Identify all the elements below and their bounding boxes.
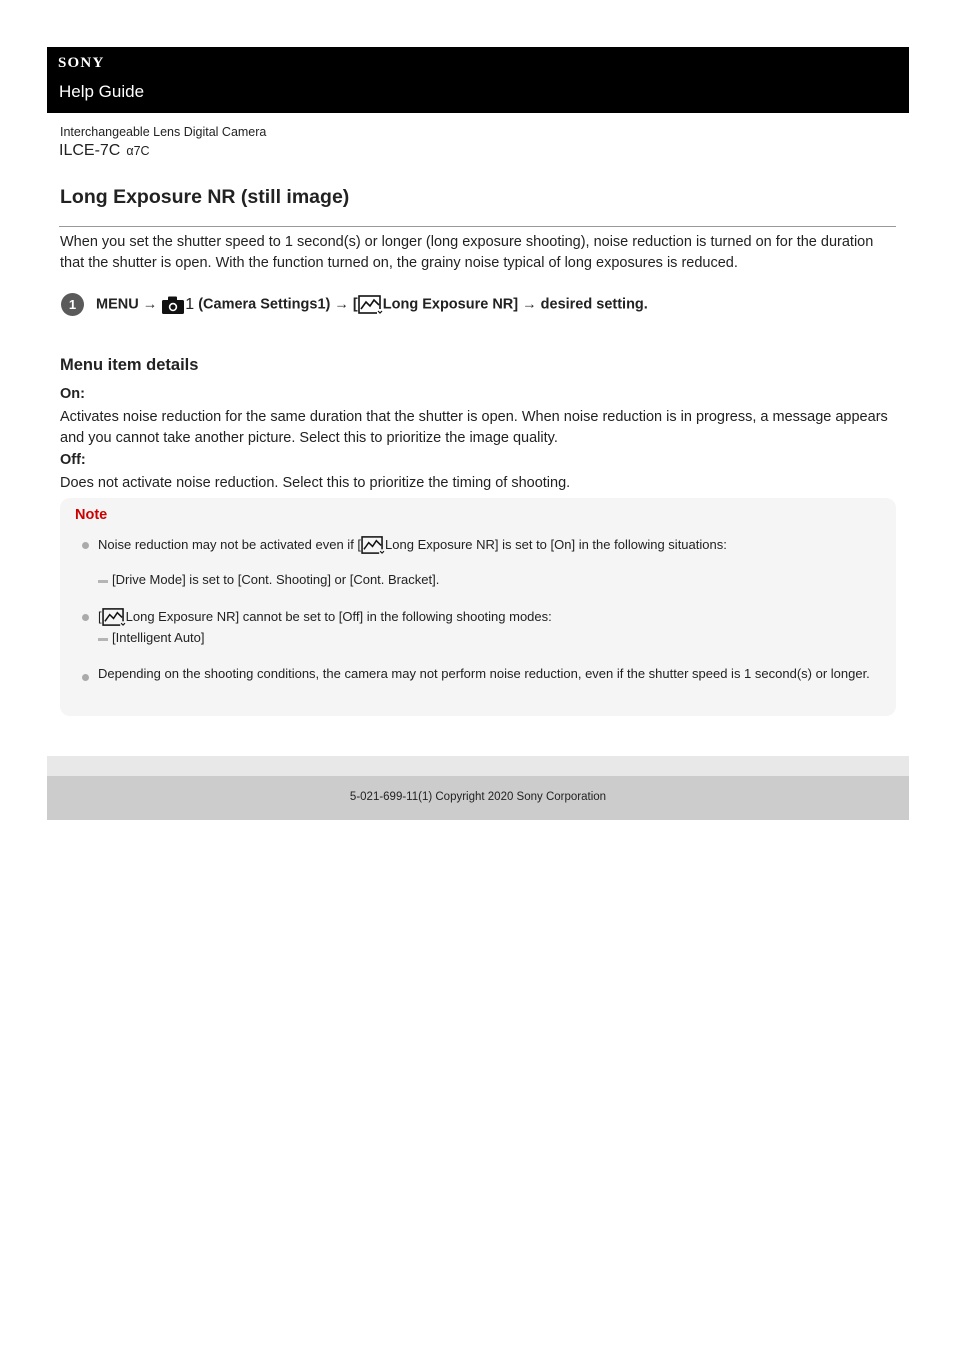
step-camera-settings-text: (Camera Settings1) → [ bbox=[198, 296, 358, 313]
bullet-icon bbox=[82, 674, 89, 681]
step-1 bbox=[60, 291, 896, 321]
page-footer bbox=[47, 776, 909, 820]
help-guide-title: Help Guide bbox=[59, 82, 145, 101]
long-exposure-nr-icon bbox=[361, 535, 385, 555]
long-exposure-nr-icon bbox=[358, 294, 383, 315]
on-description: Activates noise reduction for the same duration that the shutter is open. When noise reduction is in progress, a message appears and you cannot take another picture. Select this to prioritize the image quality. bbox=[60, 409, 888, 446]
model-alt-name: α7C bbox=[126, 144, 150, 158]
note-title: Note bbox=[75, 507, 108, 523]
bullet-icon bbox=[82, 614, 89, 621]
footer-band bbox=[47, 756, 909, 776]
model-number: ILCE-7C bbox=[59, 142, 121, 159]
sony-logo: SONY bbox=[58, 55, 105, 71]
on-label: On: bbox=[60, 386, 85, 402]
title-divider bbox=[59, 226, 896, 227]
note-item-2-suffix: Long Exposure NR] cannot be set to [Off] in the following shooting modes: bbox=[125, 609, 552, 624]
product-model bbox=[59, 142, 150, 160]
camera-icon bbox=[161, 295, 187, 315]
note-item-1-prefix: Noise reduction may not be activated even if [ bbox=[98, 537, 362, 552]
bullet-icon bbox=[82, 542, 89, 549]
page-title: Long Exposure NR (still image) bbox=[60, 186, 350, 208]
long-exposure-nr-icon bbox=[102, 607, 126, 627]
note-item-1-suffix: Long Exposure NR] is set to [On] in the following situations: bbox=[385, 537, 727, 552]
step-item-text: Long Exposure NR] → desired setting. bbox=[382, 296, 648, 313]
off-description: Does not activate noise reduction. Select this to prioritize the timing of shooting. bbox=[60, 475, 571, 491]
note-item-2-sub: [Intelligent Auto] bbox=[112, 630, 205, 645]
product-type: Interchangeable Lens Digital Camera bbox=[60, 125, 267, 139]
note-item-2 bbox=[98, 607, 878, 627]
page-header bbox=[47, 47, 909, 113]
note-item-3: Depending on the shooting conditions, the camera may not perform noise reduction, even if the shutter speed is 1 second(s) or longer. bbox=[98, 666, 870, 681]
step-number-badge: 1 bbox=[61, 293, 84, 316]
note-item-1 bbox=[98, 535, 878, 555]
note-box bbox=[60, 498, 896, 716]
intro-paragraph: When you set the shutter speed to 1 second(s) or longer (long exposure shooting), noise reduction is turned on for the duration that the shutter is open. With the function turned on, the grainy noise typical of long exposures is reduced. bbox=[60, 234, 874, 271]
note-item-2-prefix: [ bbox=[98, 609, 102, 624]
dash-icon bbox=[98, 580, 108, 583]
off-label: Off: bbox=[60, 452, 86, 468]
camera-tab-number: 1 bbox=[185, 295, 195, 313]
note-item-1-sub: [Drive Mode] is set to [Cont. Shooting] or [Cont. Bracket]. bbox=[112, 572, 440, 587]
step-menu-text: MENU → bbox=[96, 296, 158, 313]
dash-icon bbox=[98, 638, 108, 641]
menu-item-details-heading: Menu item details bbox=[60, 356, 199, 374]
step-instruction bbox=[96, 294, 648, 315]
copyright-text: 5-021-699-11(1) Copyright 2020 Sony Corporation bbox=[349, 791, 607, 803]
